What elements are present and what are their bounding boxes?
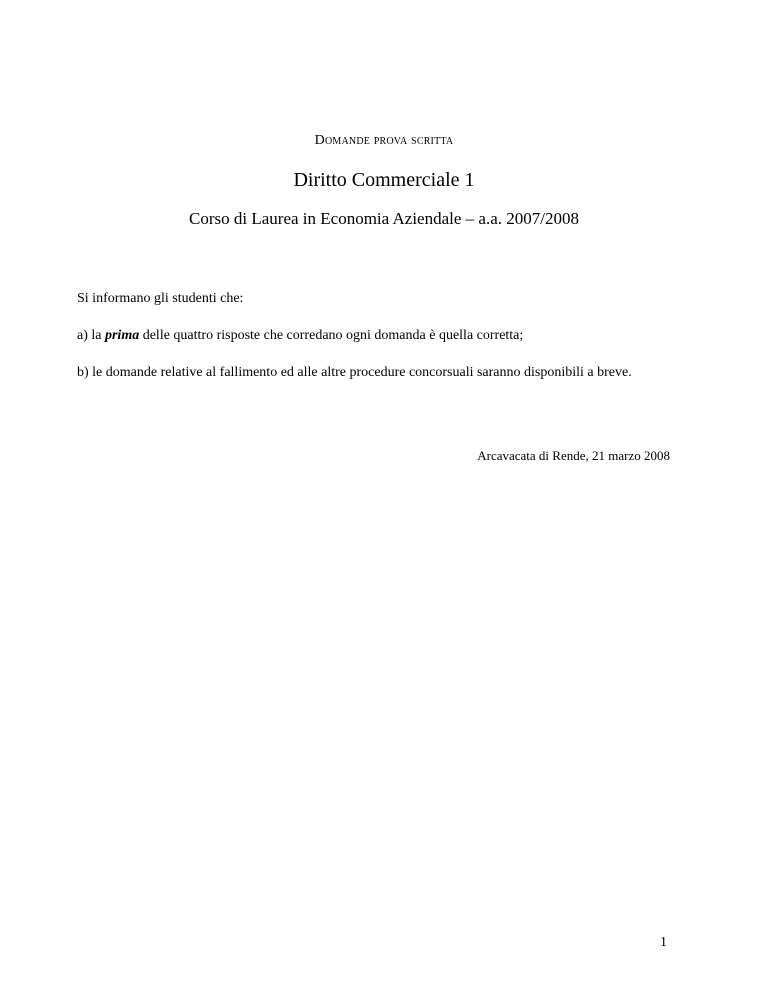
item-a-prefix: a) la: [77, 328, 105, 343]
item-a-emphasis: prima: [104, 328, 140, 343]
place-date-line: Arcavacata di Rende, 21 marzo 2008: [477, 448, 670, 463]
item-a-paragraph: [77, 327, 681, 345]
item-a-suffix: delle quattro risposte che corredano ogni domanda è quella corretta;: [139, 328, 524, 343]
page-number: 1: [660, 935, 667, 950]
degree-program-line: Corso di Laurea in Economia Aziendale – a.a. 2007/2008: [189, 209, 579, 228]
intro-paragraph: Si informano gli studenti che:: [77, 291, 244, 306]
course-title: Diritto Commerciale 1: [293, 169, 475, 191]
item-b-paragraph: b) le domande relative al fallimento ed alle altre procedure concorsuali saranno disponibili a breve.: [77, 365, 632, 380]
document-header-title: Domande prova scritta: [314, 133, 454, 148]
